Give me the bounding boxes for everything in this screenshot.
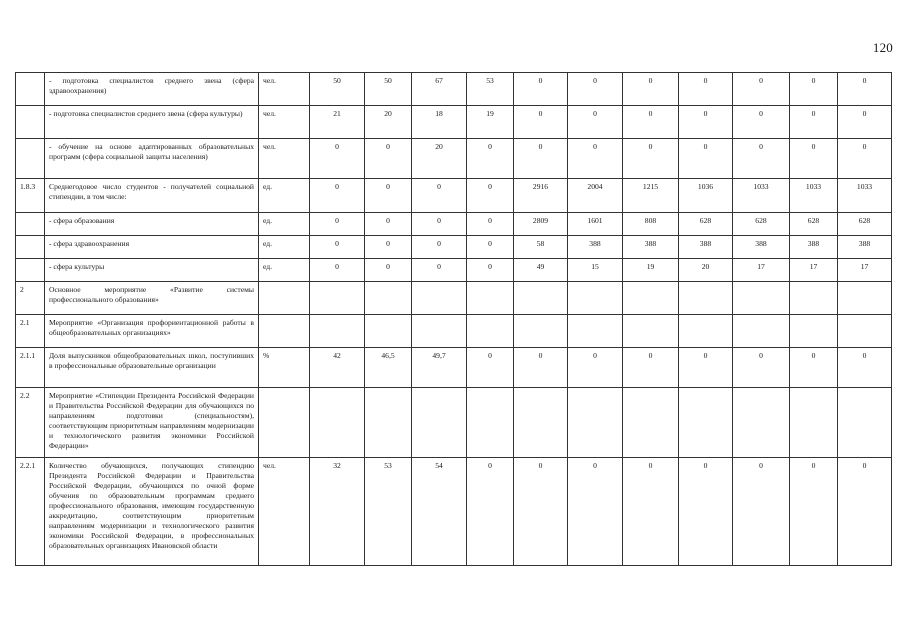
table-row <box>16 179 892 213</box>
value-cell: 0 <box>467 458 514 566</box>
value-cell: 628 <box>790 213 838 236</box>
value-cell: 0 <box>623 73 679 106</box>
value-cell: 0 <box>733 106 790 139</box>
value-cell: 0 <box>790 73 838 106</box>
unit-cell: ед. <box>259 179 310 213</box>
row-number-cell <box>16 106 45 139</box>
table-row <box>16 236 892 259</box>
value-cell: 0 <box>514 106 568 139</box>
table-row <box>16 315 892 348</box>
unit-cell: чел. <box>259 139 310 179</box>
value-cell: 0 <box>679 73 733 106</box>
table-row <box>16 388 892 458</box>
value-cell: 0 <box>623 139 679 179</box>
value-cell: 0 <box>467 213 514 236</box>
value-cell: 20 <box>679 259 733 282</box>
value-cell: 0 <box>514 458 568 566</box>
value-cell: 2004 <box>568 179 623 213</box>
value-cell <box>514 315 568 348</box>
unit-cell <box>259 388 310 458</box>
value-cell: 0 <box>733 348 790 388</box>
value-cell: 42 <box>310 348 365 388</box>
value-cell: 0 <box>514 348 568 388</box>
value-cell: 18 <box>412 106 467 139</box>
value-cell: 19 <box>623 259 679 282</box>
value-cell <box>733 315 790 348</box>
unit-cell: ед. <box>259 236 310 259</box>
value-cell: 1033 <box>838 179 892 213</box>
value-cell <box>790 315 838 348</box>
table-body <box>16 73 892 566</box>
value-cell <box>568 388 623 458</box>
indicator-name-cell: - подготовка специалистов среднего звена (сфера культуры) <box>45 106 259 139</box>
row-number-cell: 2.2 <box>16 388 45 458</box>
value-cell <box>467 315 514 348</box>
value-cell: 0 <box>838 139 892 179</box>
table-row <box>16 259 892 282</box>
value-cell: 0 <box>679 348 733 388</box>
row-number-cell: 2.1 <box>16 315 45 348</box>
value-cell <box>310 388 365 458</box>
indicator-name-cell: Основное мероприятие «Развитие системы профессионального образования» <box>45 282 259 315</box>
indicator-name-cell: Мероприятие «Стипендии Президента Российской Федерации и Правительства Российской Федерации для обучающихся по направлениям подготовки (специальностям), соответствующим приоритетным направлениям модернизации и технологического развития экономики Российской Федерации» <box>45 388 259 458</box>
value-cell: 0 <box>467 179 514 213</box>
table-row <box>16 213 892 236</box>
table-row <box>16 106 892 139</box>
unit-cell: чел. <box>259 73 310 106</box>
unit-cell: чел. <box>259 106 310 139</box>
value-cell: 21 <box>310 106 365 139</box>
indicator-name-cell: Количество обучающихся, получающих стипендию Президента Российской Федерации и Правительства Российской Федерации, обучающихся по очной форме обучения по образовательным программам среднего профессионального образования, имеющим государственную аккредитацию, соответствующим приоритетным направлениям модернизации и технологического развития экономики Российской Федерации, в профессиональных образовательных организациях Ивановской области <box>45 458 259 566</box>
value-cell: 0 <box>365 236 412 259</box>
value-cell: 0 <box>838 106 892 139</box>
value-cell <box>467 388 514 458</box>
value-cell: 19 <box>467 106 514 139</box>
value-cell: 0 <box>412 179 467 213</box>
value-cell <box>310 282 365 315</box>
value-cell: 0 <box>467 348 514 388</box>
value-cell: 0 <box>733 139 790 179</box>
value-cell <box>467 282 514 315</box>
value-cell: 388 <box>568 236 623 259</box>
value-cell: 628 <box>679 213 733 236</box>
indicator-table <box>15 72 892 566</box>
value-cell <box>679 282 733 315</box>
value-cell: 0 <box>838 458 892 566</box>
value-cell: 0 <box>467 236 514 259</box>
unit-cell: ед. <box>259 259 310 282</box>
value-cell: 67 <box>412 73 467 106</box>
row-number-cell: 2.1.1 <box>16 348 45 388</box>
value-cell: 0 <box>310 213 365 236</box>
value-cell: 0 <box>568 458 623 566</box>
value-cell: 388 <box>838 236 892 259</box>
value-cell: 2809 <box>514 213 568 236</box>
value-cell: 1215 <box>623 179 679 213</box>
value-cell: 1033 <box>733 179 790 213</box>
value-cell <box>623 388 679 458</box>
value-cell <box>733 282 790 315</box>
value-cell: 0 <box>365 179 412 213</box>
value-cell <box>679 315 733 348</box>
value-cell: 0 <box>365 213 412 236</box>
row-number-cell: 2.2.1 <box>16 458 45 566</box>
value-cell: 0 <box>568 106 623 139</box>
value-cell: 20 <box>365 106 412 139</box>
value-cell: 20 <box>412 139 467 179</box>
value-cell: 0 <box>679 106 733 139</box>
value-cell: 0 <box>679 458 733 566</box>
page-number: 120 <box>872 40 893 55</box>
value-cell: 0 <box>623 348 679 388</box>
value-cell: 17 <box>790 259 838 282</box>
value-cell: 17 <box>733 259 790 282</box>
unit-cell: чел. <box>259 458 310 566</box>
value-cell: 0 <box>310 236 365 259</box>
value-cell: 388 <box>679 236 733 259</box>
value-cell: 388 <box>623 236 679 259</box>
table-row <box>16 348 892 388</box>
value-cell: 0 <box>412 259 467 282</box>
value-cell: 46,5 <box>365 348 412 388</box>
value-cell: 0 <box>412 236 467 259</box>
indicator-name-cell: - сфера образования <box>45 213 259 236</box>
indicator-name-cell: - обучение на основе адаптированных образовательных программ (сфера социальной защиты населения) <box>45 139 259 179</box>
value-cell <box>310 315 365 348</box>
row-number-cell: 2 <box>16 282 45 315</box>
indicator-name-cell: Доля выпускников общеобразовательных школ, поступивших в профессиональные образовательные организации <box>45 348 259 388</box>
value-cell <box>838 388 892 458</box>
table-row <box>16 139 892 179</box>
value-cell: 50 <box>365 73 412 106</box>
value-cell: 0 <box>733 73 790 106</box>
value-cell <box>623 282 679 315</box>
table-row <box>16 282 892 315</box>
value-cell <box>790 388 838 458</box>
value-cell: 53 <box>467 73 514 106</box>
indicator-name-cell: - сфера здравоохранения <box>45 236 259 259</box>
value-cell: 0 <box>467 139 514 179</box>
value-cell: 0 <box>838 73 892 106</box>
value-cell: 50 <box>310 73 365 106</box>
value-cell: 0 <box>310 139 365 179</box>
value-cell <box>568 315 623 348</box>
row-number-cell <box>16 73 45 106</box>
unit-cell <box>259 315 310 348</box>
value-cell: 0 <box>467 259 514 282</box>
value-cell: 0 <box>733 458 790 566</box>
value-cell: 0 <box>838 348 892 388</box>
value-cell: 0 <box>790 106 838 139</box>
value-cell <box>838 282 892 315</box>
value-cell: 1036 <box>679 179 733 213</box>
unit-cell: % <box>259 348 310 388</box>
value-cell <box>412 315 467 348</box>
value-cell <box>790 282 838 315</box>
value-cell <box>733 388 790 458</box>
value-cell <box>514 282 568 315</box>
value-cell: 2916 <box>514 179 568 213</box>
value-cell: 0 <box>514 139 568 179</box>
value-cell: 808 <box>623 213 679 236</box>
unit-cell: ед. <box>259 213 310 236</box>
value-cell: 0 <box>623 458 679 566</box>
indicator-name-cell: Мероприятие «Организация профориентационной работы в общеобразовательных организациях» <box>45 315 259 348</box>
value-cell: 54 <box>412 458 467 566</box>
value-cell: 0 <box>568 139 623 179</box>
value-cell <box>623 315 679 348</box>
row-number-cell <box>16 259 45 282</box>
value-cell <box>365 388 412 458</box>
indicator-name-cell: - подготовка специалистов среднего звена (сфера здравоохранения) <box>45 73 259 106</box>
value-cell: 0 <box>568 348 623 388</box>
value-cell: 15 <box>568 259 623 282</box>
value-cell: 0 <box>568 73 623 106</box>
value-cell: 388 <box>733 236 790 259</box>
row-number-cell <box>16 236 45 259</box>
table-row <box>16 458 892 566</box>
value-cell <box>568 282 623 315</box>
value-cell: 1033 <box>790 179 838 213</box>
value-cell: 58 <box>514 236 568 259</box>
value-cell: 0 <box>514 73 568 106</box>
value-cell: 0 <box>790 458 838 566</box>
value-cell: 0 <box>790 348 838 388</box>
value-cell: 0 <box>412 213 467 236</box>
value-cell: 0 <box>310 179 365 213</box>
indicator-name-cell: Среднегодовое число студентов - получателей социальной стипендии, в том числе: <box>45 179 259 213</box>
value-cell <box>412 388 467 458</box>
value-cell: 17 <box>838 259 892 282</box>
value-cell: 49 <box>514 259 568 282</box>
value-cell: 0 <box>365 139 412 179</box>
value-cell <box>412 282 467 315</box>
value-cell: 388 <box>790 236 838 259</box>
row-number-cell: 1.8.3 <box>16 179 45 213</box>
value-cell: 53 <box>365 458 412 566</box>
value-cell: 32 <box>310 458 365 566</box>
unit-cell <box>259 282 310 315</box>
row-number-cell <box>16 213 45 236</box>
value-cell: 49,7 <box>412 348 467 388</box>
value-cell: 0 <box>310 259 365 282</box>
value-cell <box>514 388 568 458</box>
value-cell: 628 <box>838 213 892 236</box>
value-cell: 0 <box>365 259 412 282</box>
table-row <box>16 73 892 106</box>
indicator-name-cell: - сфера культуры <box>45 259 259 282</box>
value-cell <box>365 315 412 348</box>
value-cell: 0 <box>790 139 838 179</box>
value-cell <box>365 282 412 315</box>
value-cell <box>838 315 892 348</box>
value-cell: 0 <box>679 139 733 179</box>
value-cell: 0 <box>623 106 679 139</box>
value-cell: 1601 <box>568 213 623 236</box>
value-cell: 628 <box>733 213 790 236</box>
value-cell <box>679 388 733 458</box>
row-number-cell <box>16 139 45 179</box>
